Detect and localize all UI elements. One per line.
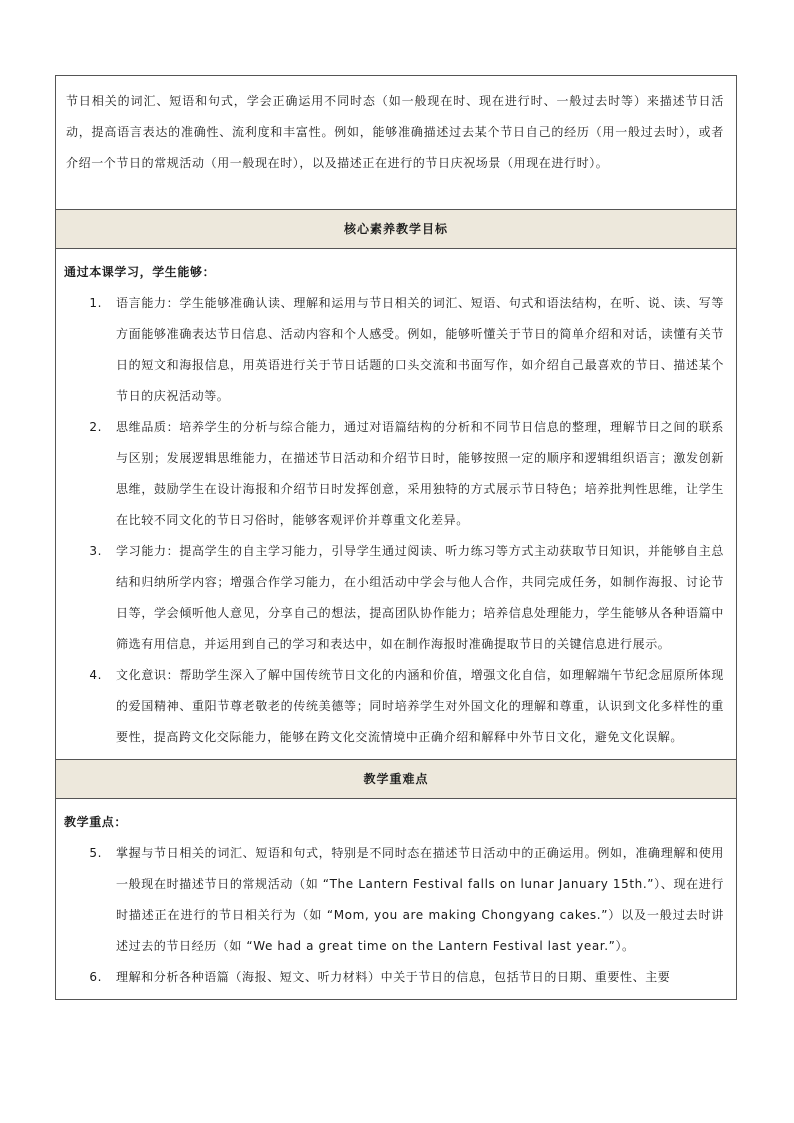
list-item: [64, 288, 724, 412]
list-text: 文化意识：帮助学生深入了解中国传统节日文化的内涵和价值，增强文化自信，如理解端午节纪念屈原所体现的爱国精神、重阳节尊老敬老的传统美德等；同时培养学生对外国文化的理解和尊重，认识到文化多样性的重要性，提高跨文化交际能力，能够在跨文化交流情境中正确介绍和解释中外节日文化，避免文化误解。: [116, 668, 724, 744]
list-text: 语言能力：学生能够准确认读、理解和运用与节日相关的词汇、短语、句式和语法结构，在听、说、读、写等方面能够准确表达节日信息、活动内容和个人感受。例如，能够听懂关于节日的简单介绍和对话，读懂有关节日的短文和海报信息，用英语进行关于节日话题的口头交流和书面写作，如介绍自己最喜欢的节日、描述某个节日的庆祝活动等。: [116, 296, 724, 403]
goals-block: [56, 249, 736, 760]
list-item: [64, 412, 724, 536]
goals-lead: 通过本课学习，学生能够：: [64, 265, 216, 279]
list-item: [64, 962, 724, 993]
key-points-lead: 教学重点：: [64, 815, 128, 829]
list-text: 学习能力：提高学生的自主学习能力，引导学生通过阅读、听力练习等方式主动获取节日知识，并能够自主总结和归纳所学内容；增强合作学习能力，在小组活动中学会与他人合作，共同完成任务，如制作海报、讨论节日等，学会倾听他人意见，分享自己的想法，提高团队协作能力；培养信息处理能力，学生能够从各种语篇中筛选有用信息，并运用到自己的学习和表达中，如在制作海报时准确提取节日的关键信息进行展示。: [116, 544, 724, 651]
list-number: 2.: [89, 420, 102, 434]
list-number: 4.: [89, 668, 102, 682]
section-header-goals: 核心素养教学目标: [56, 210, 736, 249]
list-item: [64, 536, 724, 660]
intro-paragraph: 节日相关的词汇、短语和句式，学会正确运用不同时态（如一般现在时、现在进行时、一般过去时等）来描述节日活动，提高语言表达的准确性、流利度和丰富性。例如，能够准确描述过去某个节日自己的经历（用一般过去时），或者介绍一个节日的常规活动（用一般现在时），以及描述正在进行的节日庆祝场景（用现在进行时）。: [56, 76, 736, 210]
list-number: 1.: [89, 296, 102, 310]
list-item: [64, 838, 724, 962]
list-text: 掌握与节日相关的词汇、短语和句式，特别是不同时态在描述节日活动中的正确运用。例如，准确理解和使用一般现在时描述节日的常规活动（如 “The Lantern Festival falls on lunar January 15th.”）、现在进行时描述正在进行的节日相关行为（如 “Mom, you are making Chongyang cakes.”）以及一般过去时讲述过去的节日经历（如 “We had a great time on the Lantern Festival last year.”）。: [116, 846, 724, 953]
list-text: 思维品质：培养学生的分析与综合能力，通过对语篇结构的分析和不同节日信息的整理，理解节日之间的联系与区别；发展逻辑思维能力，在描述节日活动和介绍节日时，能够按照一定的顺序和逻辑组织语言；激发创新思维，鼓励学生在设计海报和介绍节日时发挥创意，采用独特的方式展示节日特色；培养批判性思维，让学生在比较不同文化的节日习俗时，能够客观评价并尊重文化差异。: [116, 420, 724, 527]
list-number: 3.: [89, 544, 102, 558]
list-item: [64, 660, 724, 753]
lesson-plan-table: [55, 75, 737, 1000]
section-header-key-points: 教学重难点: [56, 760, 736, 799]
list-number: 5.: [89, 846, 102, 860]
list-number: 6.: [89, 970, 102, 984]
list-text: 理解和分析各种语篇（海报、短文、听力材料）中关于节日的信息，包括节日的日期、重要性、主要: [116, 970, 671, 984]
key-points-block: [56, 799, 736, 999]
